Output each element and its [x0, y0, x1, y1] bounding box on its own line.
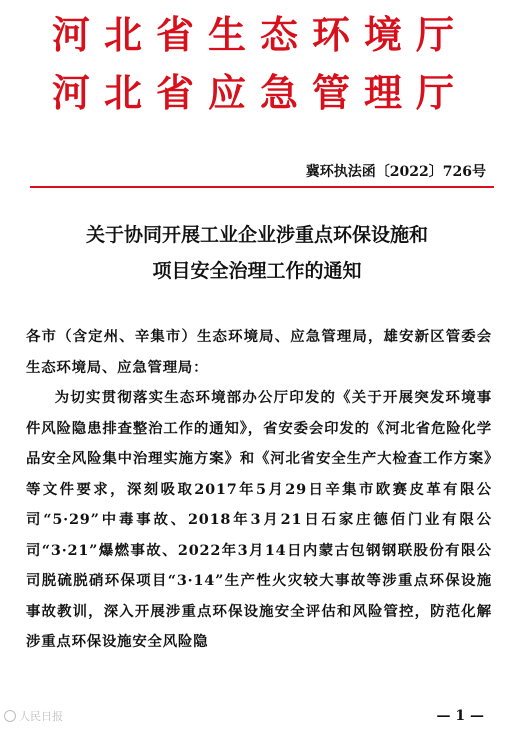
document-title-line-2: 项目安全治理工作的通知	[152, 260, 362, 282]
page-number: — 1 —	[436, 708, 484, 724]
issuer-header-line-2: 河北省应急管理厅	[51, 71, 468, 115]
body-paragraph: 为切实贯彻落实生态环境部办公厅印发的《关于开展突发环境事件风险隐患排查整治工作的通知》，省安委会印发的《河北省危险化学品安全风险集中治理实施方案》和《河北省安全生产大检查工作方案》等文件要求，深刻吸取2017年5月29日辛集市欧赛皮革有限公司“5·29”中毒事故、2018年3月21日石家庄德佰门业有限公司“3·21”爆燃事故、2022年3月14日内蒙古包钢钢联股份有限公司脱硫脱硝环保项目“3·14”生产性火灾较大事故等涉重点环保设施事故教训，深入开展涉重点环保设施安全评估和风险管控，防范化解涉重点环保设施安全风险隐	[26, 389, 492, 650]
header-divider	[30, 186, 494, 188]
issuer-header-line-1: 河北省生态环境厅	[51, 13, 468, 57]
document-title-line-1: 关于协同开展工业企业涉重点环保设施和	[85, 224, 428, 246]
watermark-logo-icon	[4, 710, 16, 722]
document-number: 冀环执法函〔2022〕726号	[305, 164, 486, 180]
watermark	[4, 708, 63, 724]
addressee: 各市（含定州、辛集市）生态环境局、应急管理局，雄安新区管委会生态环境局、应急管理局：	[26, 328, 492, 376]
watermark-text: 人民日报	[19, 710, 63, 723]
